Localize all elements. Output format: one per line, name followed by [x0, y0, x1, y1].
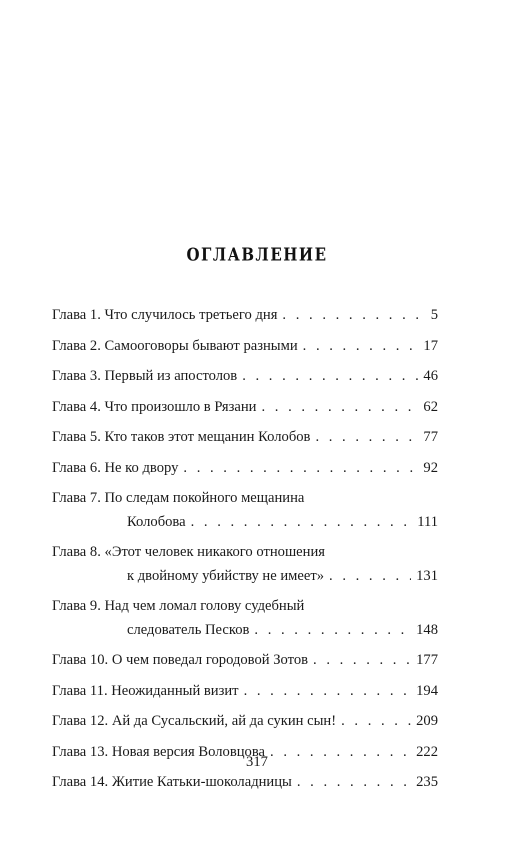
dot-leader	[313, 649, 411, 673]
toc-entry	[52, 649, 438, 673]
toc-entry	[52, 487, 438, 534]
toc-entry	[52, 771, 438, 795]
dot-leader	[191, 511, 413, 535]
toc-entry-title: Глава 8. «Этот человек никакого отношения	[52, 544, 325, 560]
toc-line	[52, 541, 438, 565]
toc-entry	[52, 335, 438, 359]
dot-leader	[297, 771, 411, 795]
toc-entry-page: 235	[416, 774, 438, 790]
dot-leader	[244, 680, 412, 704]
toc-entry-title: Глава 12. Ай да Сусальский, ай да сукин сын!	[52, 713, 337, 729]
toc-entry	[52, 710, 438, 734]
toc-entry	[52, 595, 438, 642]
toc-line	[52, 511, 438, 535]
toc-line	[52, 619, 438, 643]
toc-entry-page: 209	[416, 713, 438, 729]
toc-entry-page: 17	[423, 337, 438, 354]
dot-leader	[282, 304, 425, 328]
toc-entry-page: 148	[416, 621, 438, 638]
toc-entry-title: Глава 1. Что случилось третьего дня	[52, 307, 278, 323]
dot-leader	[329, 565, 411, 589]
toc-entry-title: Глава 5. Кто таков этот мещанин Колобов	[52, 429, 311, 445]
toc-line	[52, 365, 438, 389]
toc-line	[52, 457, 438, 481]
toc-line	[52, 710, 438, 734]
toc-entry	[52, 304, 438, 328]
toc-entry-title: следователь Песков	[127, 621, 250, 638]
toc-entry-title: Глава 4. Что произошло в Рязани	[52, 398, 257, 415]
toc-entry-page: 46	[423, 368, 438, 384]
toc-entry	[52, 426, 438, 450]
toc-entry-title: Глава 6. Не ко двору	[52, 459, 179, 476]
toc-line	[52, 649, 438, 673]
toc-line	[52, 565, 438, 589]
toc-entry	[52, 457, 438, 481]
toc-entry-page: 131	[416, 567, 438, 584]
toc-entry	[52, 396, 438, 420]
toc-entry	[52, 541, 438, 588]
toc-entry-title: Глава 14. Житие Катьки-шоколадницы	[52, 774, 292, 790]
toc-entry-page: 92	[423, 459, 438, 476]
toc-line	[52, 595, 438, 619]
toc-line	[52, 680, 438, 704]
toc-entry-title: Глава 11. Неожиданный визит	[52, 682, 239, 699]
page-title: ОГЛАВЛЕНИЕ	[186, 244, 328, 266]
toc-line	[52, 487, 438, 511]
page-number: 317	[246, 754, 268, 770]
toc-line	[52, 771, 438, 795]
toc-entry-title: Глава 7. По следам покойного мещанина	[52, 490, 305, 506]
toc-entry	[52, 365, 438, 389]
dot-leader	[183, 457, 418, 481]
toc-entry-title: Глава 10. О чем поведал городовой Зотов	[52, 652, 309, 668]
dot-leader	[341, 710, 411, 734]
toc-entry-page: 194	[416, 682, 438, 699]
toc-entry-page: 5	[430, 307, 438, 323]
toc-entry-page: 177	[416, 652, 438, 668]
dot-leader	[261, 396, 418, 420]
toc-line	[52, 304, 438, 328]
dot-leader	[242, 365, 418, 389]
toc-entry-title: к двойному убийству не имеет»	[127, 567, 325, 584]
toc-entry-title: Глава 2. Самооговоры бывают разными	[52, 337, 298, 354]
toc-line	[52, 396, 438, 420]
toc-entry-title: Глава 3. Первый из апостолов	[52, 368, 238, 384]
dot-leader	[315, 426, 418, 450]
toc-entry-page: 222	[416, 743, 438, 760]
toc-line	[52, 426, 438, 450]
dot-leader	[254, 619, 411, 643]
toc-entry	[52, 680, 438, 704]
toc-entry-title: Глава 9. Над чем ломал голову судебный	[52, 598, 305, 614]
toc-line	[52, 335, 438, 359]
toc-entry-title: Глава 13. Новая версия Воловцова	[52, 743, 266, 760]
dot-leader	[303, 335, 419, 359]
toc-entry-page: 77	[423, 429, 438, 445]
toc-entry-title: Колобова	[127, 513, 186, 530]
toc-entry-page: 111	[417, 513, 438, 530]
table-of-contents	[52, 304, 438, 802]
toc-entry-page: 62	[423, 398, 438, 415]
